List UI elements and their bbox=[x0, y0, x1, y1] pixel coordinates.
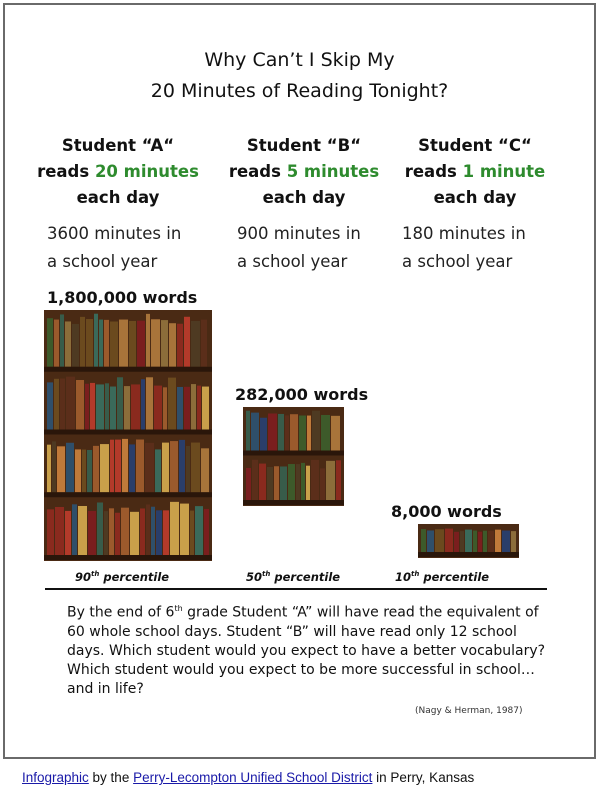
bookshelf-bar-student-a bbox=[44, 310, 212, 561]
book-spine bbox=[311, 460, 319, 500]
book-spine bbox=[435, 529, 444, 552]
book-spine bbox=[460, 531, 464, 552]
student-a-minutes: 20 minutes bbox=[94, 162, 199, 181]
book-spine bbox=[57, 446, 65, 492]
book-spine bbox=[97, 503, 103, 555]
reads-label: reads bbox=[37, 162, 90, 181]
student-a-year-line1: 3600 minutes in bbox=[47, 224, 182, 243]
book-spine bbox=[260, 418, 267, 451]
summary-part2: grade Student “A” will have read the equivalent of 60 whole school days. Student “B” will have read only 12 school days. Which student would you expect to have a better vocabulary? Which student would you expect to be more successful in school…and in life? bbox=[67, 604, 546, 697]
book-spine bbox=[76, 380, 84, 429]
book-spine bbox=[169, 323, 176, 367]
book-spine bbox=[184, 387, 190, 430]
student-b-name: Student “B“ bbox=[246, 136, 362, 155]
book-spine bbox=[163, 510, 169, 555]
book-spine bbox=[88, 511, 96, 555]
book-spine bbox=[177, 324, 183, 367]
book-spine bbox=[331, 416, 340, 451]
student-b-minutes: 5 minutes bbox=[286, 162, 380, 181]
book-spine bbox=[66, 443, 74, 492]
student-c-per: each day bbox=[433, 188, 517, 207]
book-spine bbox=[191, 384, 196, 429]
student-a-header bbox=[33, 133, 203, 211]
caption-text-1: by the bbox=[88, 770, 134, 785]
book-spine bbox=[288, 464, 295, 500]
book-spine bbox=[104, 511, 108, 555]
book-spine bbox=[202, 387, 209, 430]
shelf-plank bbox=[418, 552, 519, 557]
book-spine bbox=[156, 510, 162, 555]
book-spine bbox=[110, 322, 118, 367]
book-spine bbox=[78, 506, 87, 555]
book-spine bbox=[105, 383, 109, 429]
book-spine bbox=[197, 386, 201, 430]
book-spine bbox=[321, 415, 330, 451]
book-spine bbox=[87, 450, 92, 492]
pct-word: percentile bbox=[274, 570, 341, 584]
book-spine bbox=[145, 443, 154, 492]
book-spine bbox=[454, 532, 459, 552]
book-spine bbox=[495, 530, 501, 552]
bookshelf-bar bbox=[243, 407, 344, 506]
divider-rule bbox=[45, 588, 547, 590]
pct-sup: th bbox=[262, 570, 271, 579]
book-spine bbox=[473, 531, 477, 552]
book-spine bbox=[100, 444, 109, 492]
book-spine bbox=[124, 386, 130, 429]
book-spine bbox=[296, 464, 300, 500]
book-spine bbox=[191, 443, 200, 493]
student-a-percentile bbox=[75, 570, 169, 584]
district-link[interactable]: Perry-Lecompton Unified School District bbox=[133, 770, 373, 785]
student-b-per: each day bbox=[262, 188, 346, 207]
book-spine bbox=[47, 382, 53, 429]
book-spine bbox=[154, 386, 162, 430]
book-spine bbox=[465, 530, 472, 552]
student-a-name: Student “A“ bbox=[61, 136, 175, 155]
book-spine bbox=[161, 320, 168, 367]
book-spine bbox=[115, 513, 120, 555]
student-a-per: each day bbox=[76, 188, 160, 207]
student-b-year-line2: a school year bbox=[237, 252, 348, 271]
book-spine bbox=[246, 411, 250, 451]
book-spine bbox=[301, 463, 305, 500]
pct-sup: th bbox=[411, 570, 420, 579]
book-spine bbox=[130, 512, 139, 555]
book-spine bbox=[54, 320, 59, 367]
book-spine bbox=[115, 440, 121, 493]
book-spine bbox=[162, 443, 169, 493]
book-spine bbox=[110, 387, 116, 430]
book-spine bbox=[117, 377, 123, 429]
student-a-words: 1,800,000 words bbox=[47, 288, 198, 307]
bookshelf-bar bbox=[418, 524, 519, 558]
shelf-plank bbox=[44, 492, 212, 497]
pct-num: 50 bbox=[246, 570, 263, 584]
book-spine bbox=[307, 416, 311, 451]
shelf-plank bbox=[243, 451, 344, 456]
book-spine bbox=[55, 507, 64, 555]
book-spine bbox=[137, 321, 145, 367]
book-spine bbox=[445, 529, 453, 552]
book-spine bbox=[184, 317, 190, 367]
book-spine bbox=[312, 411, 320, 451]
infographic-link[interactable]: Infographic bbox=[22, 770, 89, 785]
book-spine bbox=[336, 460, 341, 500]
book-spine bbox=[93, 446, 99, 492]
book-spine bbox=[82, 450, 86, 493]
book-spine bbox=[155, 449, 161, 492]
caption-text-2: in Perry, Kansas bbox=[372, 770, 475, 785]
student-c-percentile bbox=[395, 570, 489, 584]
pct-num: 10 bbox=[395, 570, 412, 584]
student-b-reads bbox=[219, 159, 389, 185]
book-spine bbox=[86, 319, 93, 367]
book-spine bbox=[421, 529, 426, 552]
student-b-year-minutes bbox=[237, 220, 361, 276]
book-spine bbox=[201, 320, 207, 367]
book-spine bbox=[259, 464, 266, 500]
student-c-words: 8,000 words bbox=[391, 502, 502, 521]
summary-paragraph bbox=[67, 599, 555, 699]
book-spine bbox=[306, 466, 310, 500]
book-spine bbox=[163, 387, 167, 429]
book-spine bbox=[72, 504, 77, 555]
title-line-2: 20 Minutes of Reading Tonight? bbox=[150, 80, 449, 102]
book-spine bbox=[427, 530, 434, 552]
book-spine bbox=[141, 379, 145, 429]
student-c-name: Student “C“ bbox=[418, 136, 532, 155]
book-spine bbox=[268, 413, 277, 450]
student-b-words: 282,000 words bbox=[235, 385, 369, 404]
book-spine bbox=[66, 377, 75, 430]
infographic-frame bbox=[3, 3, 596, 759]
book-spine bbox=[151, 319, 160, 366]
book-spine bbox=[146, 314, 150, 367]
book-spine bbox=[47, 318, 53, 367]
book-spine bbox=[129, 321, 136, 367]
book-spine bbox=[190, 511, 194, 555]
book-spine bbox=[47, 509, 54, 555]
book-spine bbox=[122, 439, 128, 492]
student-b-year-line1: 900 minutes in bbox=[237, 224, 361, 243]
book-spine bbox=[511, 531, 516, 552]
summary-part1: By the end of 6 bbox=[67, 604, 175, 621]
book-spine bbox=[110, 440, 114, 493]
book-spine bbox=[204, 509, 209, 555]
book-spine bbox=[99, 320, 103, 367]
book-spine bbox=[65, 321, 71, 366]
student-b-header bbox=[219, 133, 389, 211]
student-c-year-line2: a school year bbox=[402, 252, 513, 271]
title-line-1: Why Can’t I Skip My bbox=[204, 49, 395, 71]
book-spine bbox=[191, 321, 200, 367]
book-spine bbox=[60, 379, 65, 430]
book-spine bbox=[290, 414, 298, 450]
student-c-header bbox=[390, 133, 560, 211]
book-spine bbox=[85, 384, 89, 430]
book-spine bbox=[65, 511, 71, 555]
book-spine bbox=[121, 508, 129, 555]
book-spine bbox=[94, 314, 98, 367]
book-spine bbox=[179, 440, 185, 492]
book-spine bbox=[201, 448, 209, 492]
book-spine bbox=[170, 441, 178, 492]
bookshelf-bar-student-b bbox=[243, 407, 344, 506]
student-a-year-line2: a school year bbox=[47, 252, 158, 271]
reads-label: reads bbox=[228, 162, 281, 181]
student-c-year-minutes bbox=[402, 220, 526, 276]
book-spine bbox=[146, 377, 153, 429]
student-a-reads bbox=[33, 159, 203, 185]
book-spine bbox=[168, 378, 176, 430]
book-spine bbox=[278, 414, 284, 451]
book-spine bbox=[488, 531, 494, 552]
summary-sup: th bbox=[174, 604, 183, 613]
bookshelf-bar-student-c bbox=[418, 524, 519, 558]
book-spine bbox=[177, 387, 183, 430]
book-spine bbox=[80, 317, 85, 367]
pct-word: percentile bbox=[423, 570, 490, 584]
book-spine bbox=[251, 413, 259, 451]
book-spine bbox=[246, 468, 251, 500]
pct-sup: th bbox=[91, 570, 100, 579]
student-b-percentile bbox=[246, 570, 340, 584]
book-spine bbox=[47, 445, 51, 493]
book-spine bbox=[52, 441, 56, 492]
book-spine bbox=[180, 504, 189, 555]
student-c-year-line1: 180 minutes in bbox=[402, 224, 526, 243]
student-c-reads bbox=[390, 159, 560, 185]
book-spine bbox=[299, 415, 306, 450]
book-spine bbox=[104, 320, 109, 367]
book-spine bbox=[140, 508, 145, 555]
book-spine bbox=[502, 531, 510, 552]
student-a-year-minutes bbox=[47, 220, 181, 276]
book-spine bbox=[136, 440, 144, 493]
book-spine bbox=[96, 384, 104, 429]
shelf-plank bbox=[243, 500, 344, 505]
book-spine bbox=[267, 467, 273, 500]
book-spine bbox=[252, 460, 258, 500]
book-spine bbox=[72, 324, 79, 367]
book-spine bbox=[170, 502, 179, 555]
book-spine bbox=[109, 508, 114, 555]
book-spine bbox=[90, 383, 95, 430]
citation: (Nagy & Herman, 1987) bbox=[415, 706, 523, 716]
book-spine bbox=[129, 444, 135, 492]
student-c-minutes: 1 minute bbox=[462, 162, 546, 181]
book-spine bbox=[54, 379, 59, 430]
shelf-plank bbox=[44, 555, 212, 560]
bookshelf-bar bbox=[44, 310, 212, 561]
book-spine bbox=[146, 504, 150, 555]
book-spine bbox=[195, 506, 203, 555]
reads-label: reads bbox=[404, 162, 457, 181]
pct-word: percentile bbox=[103, 570, 170, 584]
book-spine bbox=[483, 531, 487, 552]
book-spine bbox=[320, 468, 325, 500]
caption bbox=[22, 770, 474, 785]
book-spine bbox=[280, 466, 287, 500]
book-spine bbox=[478, 532, 482, 552]
book-spine bbox=[285, 415, 289, 450]
book-spine bbox=[119, 320, 128, 367]
book-spine bbox=[274, 466, 279, 500]
book-spine bbox=[151, 507, 155, 555]
book-spine bbox=[326, 461, 335, 500]
book-spine bbox=[60, 314, 64, 366]
shelf-plank bbox=[44, 430, 212, 435]
book-spine bbox=[131, 384, 140, 429]
book-spine bbox=[75, 449, 81, 492]
book-spine bbox=[186, 446, 190, 492]
pct-num: 90 bbox=[75, 570, 92, 584]
shelf-plank bbox=[44, 367, 212, 372]
